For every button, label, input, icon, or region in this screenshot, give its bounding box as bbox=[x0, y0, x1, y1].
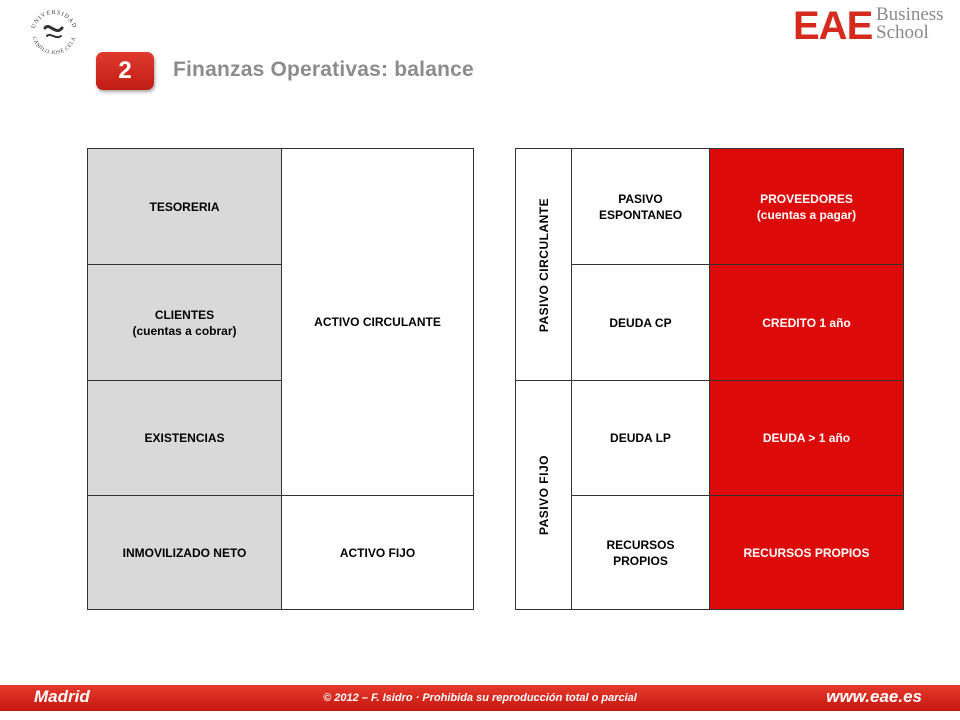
activo-fijo-group: ACTIVO FIJO bbox=[281, 495, 474, 610]
eae-business-school-logo bbox=[793, 4, 943, 46]
liability-type-recursos-propios: RECURSOS PROPIOS bbox=[571, 495, 710, 610]
activo-circulante-group: ACTIVO CIRCULANTE bbox=[281, 148, 474, 496]
footer-copyright: © 2012 – F. Isidro · Prohibida su reproducción total o parcial bbox=[323, 692, 637, 704]
liability-detail-deuda-lp: DEUDA > 1 año bbox=[709, 380, 904, 496]
brand-school: School bbox=[876, 22, 929, 43]
university-logo bbox=[26, 4, 82, 60]
brand-primary: EAE bbox=[793, 4, 873, 48]
svg-text:CAMILO JOSÉ CELA: CAMILO JOSÉ CELA bbox=[30, 35, 78, 57]
liability-detail-recursos-propios: RECURSOS PROPIOS bbox=[709, 495, 904, 610]
asset-row-clientes: CLIENTES (cuentas a cobrar) bbox=[87, 264, 282, 381]
footer-city: Madrid bbox=[34, 687, 90, 706]
asset-row-tesoreria: TESORERIA bbox=[87, 148, 282, 265]
asset-row-inmovilizado: INMOVILIZADO NETO bbox=[87, 495, 282, 610]
liability-type-deuda-lp: DEUDA LP bbox=[571, 380, 710, 496]
pasivo-circulante-group bbox=[515, 148, 572, 381]
pasivo-circulante-label: PASIVO CIRCULANTE bbox=[536, 197, 551, 332]
liability-detail-proveedores: PROVEEDORES (cuentas a pagar) bbox=[709, 148, 904, 265]
liability-type-deuda-cp: DEUDA CP bbox=[571, 264, 710, 381]
brand-business: Business bbox=[876, 4, 944, 25]
slide-title: Finanzas Operativas: balance bbox=[173, 58, 474, 81]
footer-url-link[interactable]: www.eae.es bbox=[826, 687, 922, 706]
section-number-badge: 2 bbox=[96, 52, 154, 90]
liability-detail-credito: CREDITO 1 año bbox=[709, 264, 904, 381]
pasivo-fijo-group bbox=[515, 380, 572, 610]
footer-bar bbox=[0, 685, 960, 711]
brand-secondary bbox=[876, 6, 944, 42]
svg-text:UNIVERSIDAD: UNIVERSIDAD bbox=[30, 9, 78, 30]
liability-type-pasivo-espontaneo: PASIVO ESPONTANEO bbox=[571, 148, 710, 265]
asset-row-existencias: EXISTENCIAS bbox=[87, 380, 282, 496]
pasivo-fijo-label: PASIVO FIJO bbox=[536, 455, 551, 535]
